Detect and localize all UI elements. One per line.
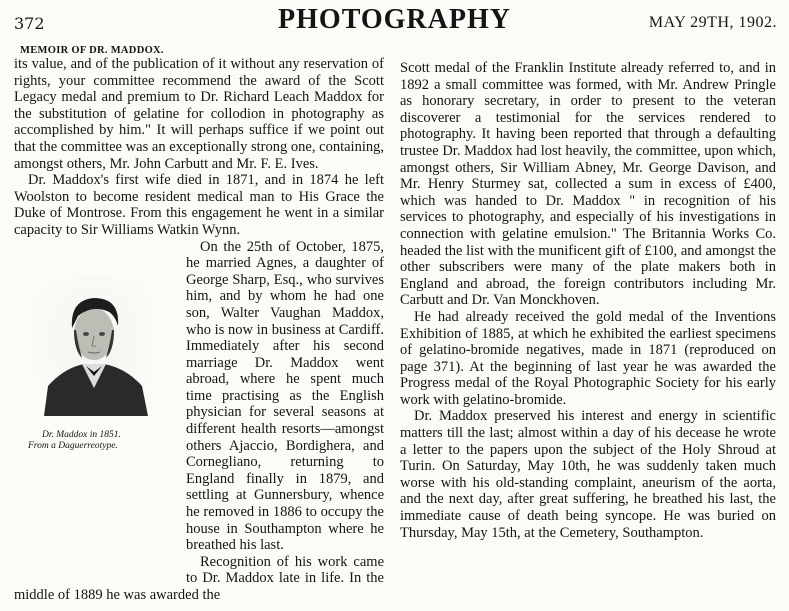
issue-date: MAY 29TH, 1902. [648,14,777,31]
left-paragraph-1: its value, and of the publication of it without any reservation of rights, your committee recommend the award of the Scott Legacy medal and premium to Dr. Richard Leach Maddox for the substitution of gelatine for collodion in photography as accomplished by him." It will perhaps suffice if we point out that the committee was an exceptionally strong one, containing, amongst others, Mr. John Carbutt and Mr. F. E. Ives. [14,56,384,172]
right-paragraph-3: Dr. Maddox preserved his interest and energy in scientific matters till the last; almost within a day of his decease he wrote a letter to the papers upon the subject of the Holy Shroud at Turin. On Saturday, May 10th, he was suddenly taken much worse with his old-standing complaint, aneurism of the aorta, and the next day, after great suffering, he breathed his last, the immediate cause of death being syncope. He was buried on Thursday, May 15th, at the Cemetery, Southampton. [400,408,776,541]
portrait-figure [14,256,180,580]
left-paragraph-2: Dr. Maddox's first wife died in 1871, and in 1874 he left Woolston to become resident medical man to His Grace the Duke of Montrose. From this engagement he went in a similar capacity to Sir Williams Watkin Wynn. [14,172,384,238]
journal-title: PHOTOGRAPHY [278,4,511,35]
left-column [14,45,384,611]
section-heading: MEMOIR OF DR. MADDOX. [20,45,164,56]
left-paragraph-4: Recognition of his work came to Dr. Maddox late in life. In the middle of 1889 he was awarded the [14,553,384,603]
caption-line-1: Dr. Maddox in 1851. [42,429,121,440]
left-paragraph-3-text: On the 25th of October, 1875, he married Agnes, a daughter of George Sharp, Esq., who survives him, and by whom he had one son, Walter Vaughan Maddox, who is now in business at Cardiff. Immediately after his second marriage Dr. Maddox went abroad, where he spent much time practising as the English physician for several seasons at different health resorts—amongst others Ajaccio, Bordighera, and Corneglianо, returning to England finally in 1879, and settling at Gunnersbury, whence he removed in 1886 to occupy the house in Southampton where he breathed his last. [186,238,384,554]
left-paragraph-3 [14,239,384,554]
figure-caption [28,430,168,452]
page-header [0,0,789,40]
page-number: 372 [14,14,45,33]
right-paragraph-1: Scott medal of the Franklin Institute already referred to, and in 1892 a small committee was formed, with Mr. Andrew Pringle as honorary secretary, in order to present to the veteran discoverer a testimonial for the services rendered to photography. It having been reported that through a defaulting trustee Dr. Maddox had lost heavily, the committee, upon which, amongst others, Sir William Abney, Mr. George Davison, and Mr. Henry Sturmey sat, collected a sum in excess of £400, which was handed to Dr. Maddox " in recognition of his services to photography, and especially of his investigations in connection with gelatine emulsion." The Britannia Works Co. headed the list with the munificent gift of £100, and amongst the other subscribers were many of the plate makers both in England and abroad, the foreign contributors including Mr. Carbutt and Dr. Van Monckhoven. [400,60,776,309]
portrait-image [34,276,154,416]
right-paragraph-2: He had already received the gold medal of the Inventions Exhibition of 1885, at which he exhibited the earliest specimens of gelatino-bromide negatives, made in 1871 (reproduced on page 371). At the beginning of last year he was awarded the Progress medal of the Royal Photographic Society for his early work with gelatino-bromide. [400,308,776,408]
caption-line-2: From a Daguerreotype. [28,440,118,451]
right-column [400,60,776,611]
